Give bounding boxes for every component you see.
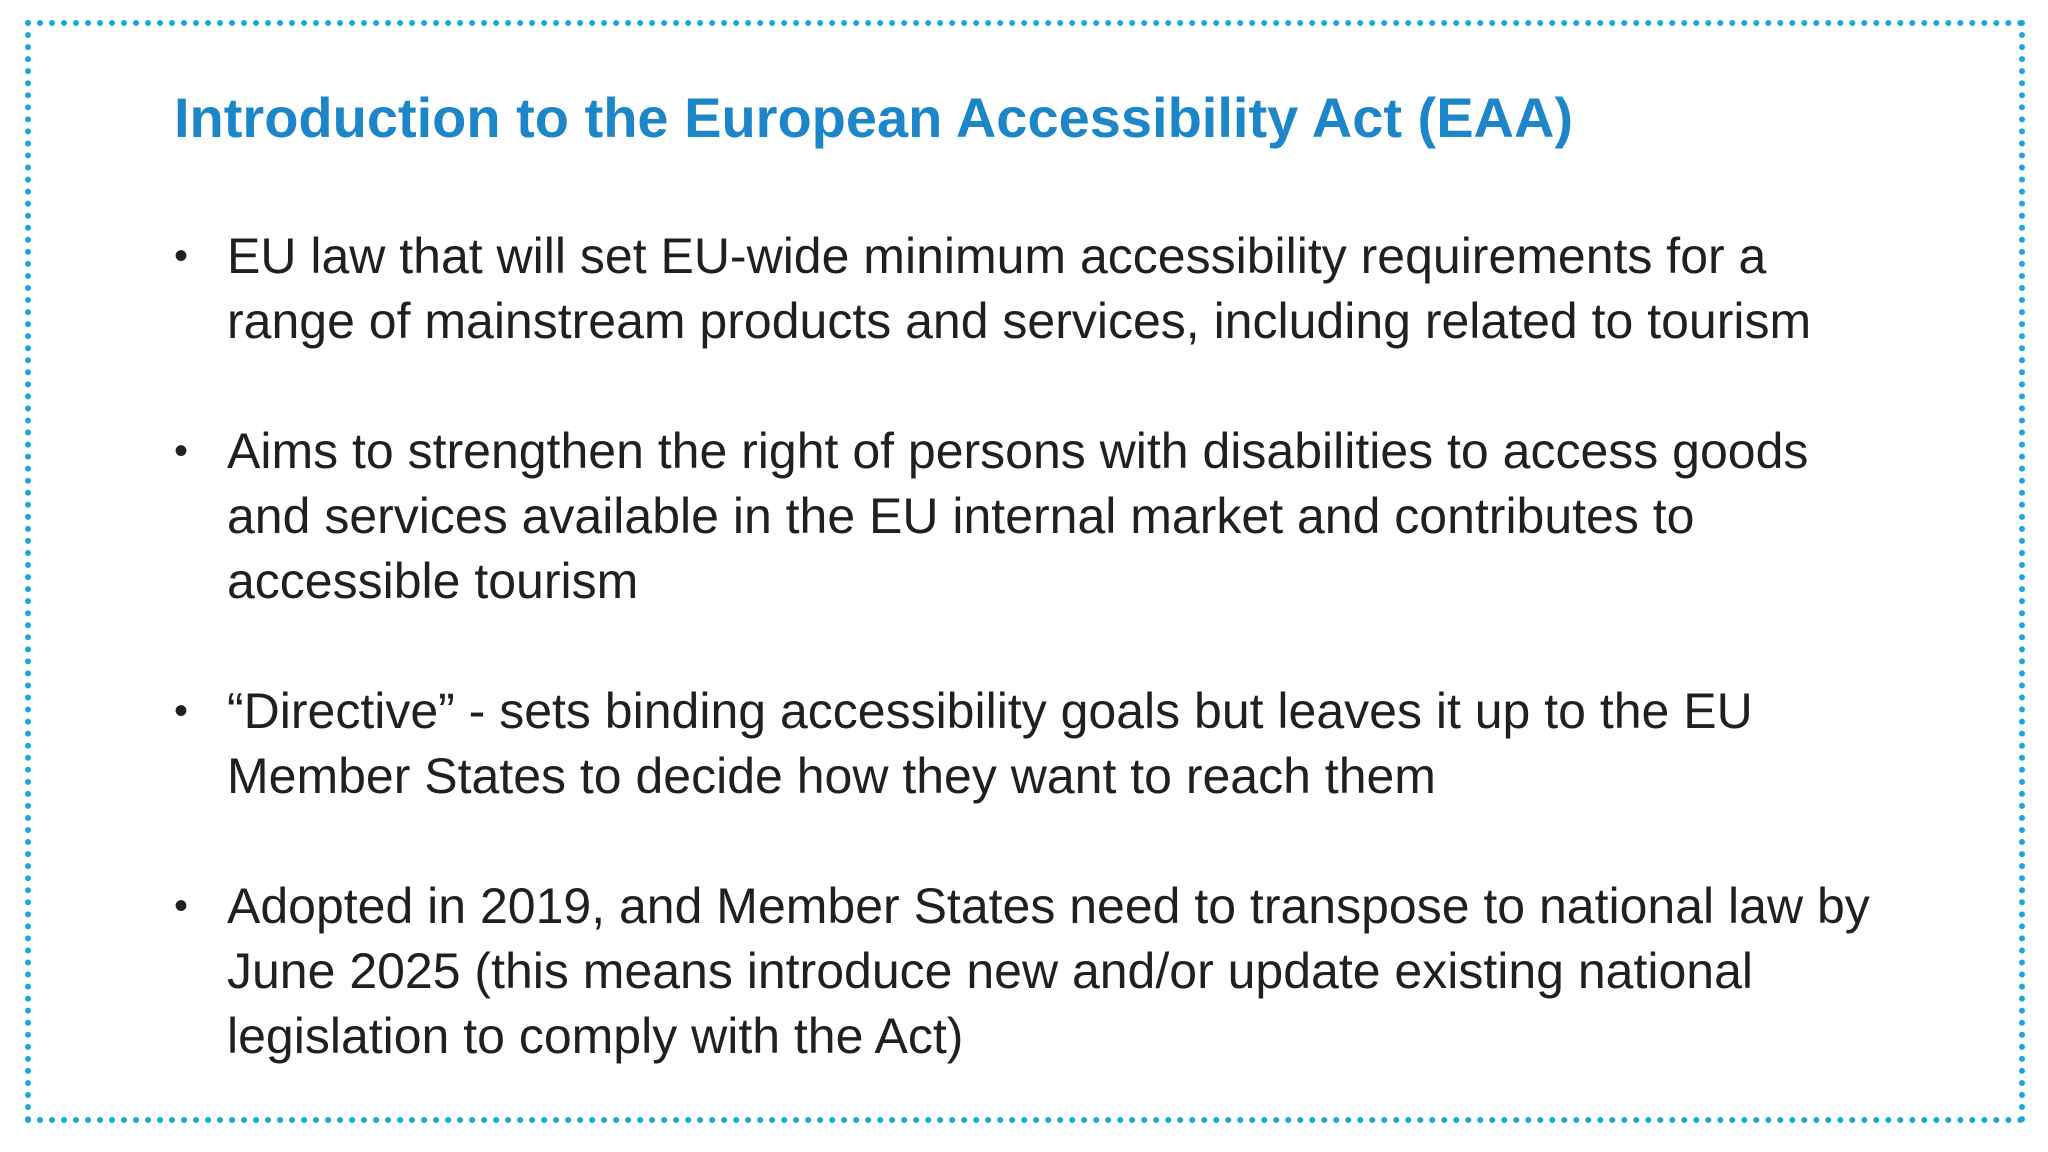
bullet-line: accessible tourism	[227, 553, 639, 609]
bullet-line: and services available in the EU internal market and contributes to	[227, 488, 1695, 544]
bullet-line: range of mainstream products and services, including related to tourism	[227, 293, 1812, 349]
bullet-dot-icon: •	[174, 429, 189, 473]
bullet-dot-icon: •	[174, 689, 189, 733]
bullet-line: June 2025 (this means introduce new and/or update existing national	[227, 943, 1754, 999]
bullet-line: Adopted in 2019, and Member States need to transpose to national law by	[227, 878, 1870, 934]
bullet-line: EU law that will set EU-wide minimum accessibility requirements for a	[227, 228, 1767, 284]
bullet-dot-icon: •	[174, 234, 189, 278]
slide-frame	[25, 20, 2025, 1123]
bullet-line: “Directive” - sets binding accessibility goals but leaves it up to the EU	[227, 683, 1753, 739]
bullet-item-directive	[174, 679, 2004, 809]
slide-title: Introduction to the European Accessibility Act (EAA)	[174, 86, 1574, 149]
bullet-item-eu-law	[174, 224, 2004, 354]
bullet-dot-icon: •	[174, 884, 189, 928]
bullet-item-aims	[174, 419, 2004, 614]
bullet-line: Aims to strengthen the right of persons with disabilities to access goods	[227, 423, 1809, 479]
bullet-item-adopted	[174, 874, 2004, 1069]
bullet-list	[174, 224, 2004, 1134]
bullet-line: Member States to decide how they want to reach them	[227, 748, 1436, 804]
bullet-line: legislation to comply with the Act)	[227, 1008, 964, 1064]
